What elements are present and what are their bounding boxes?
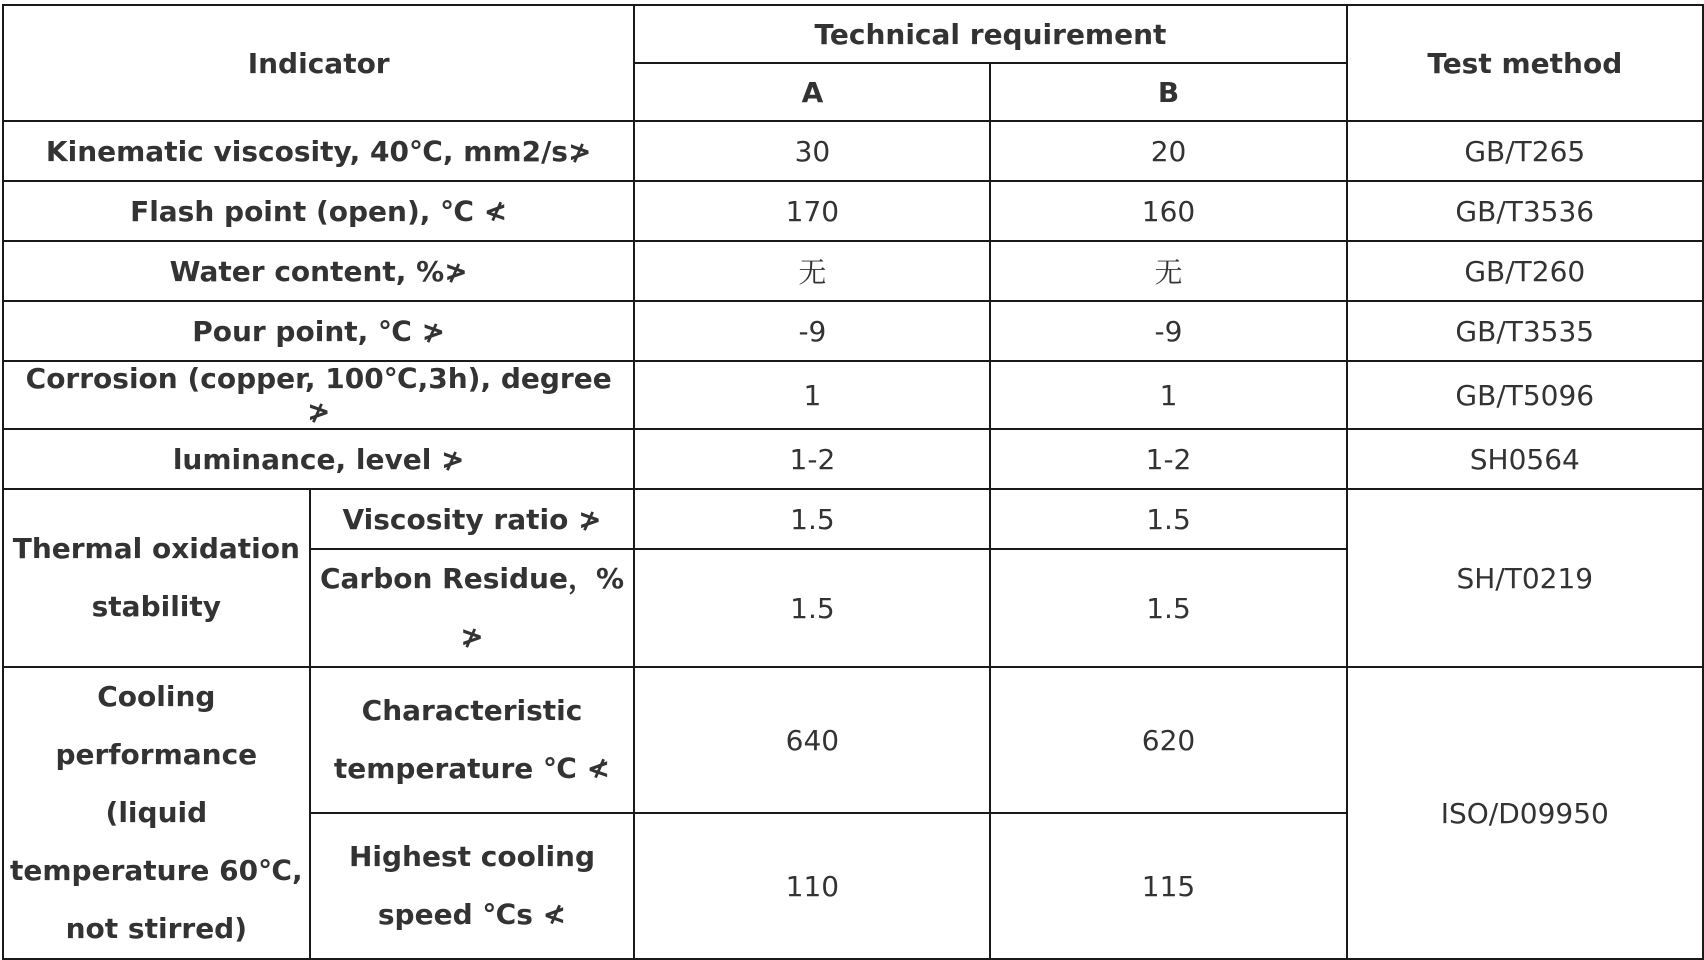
row-value-a: 30: [634, 121, 990, 181]
row-test-method: GB/T260: [1347, 241, 1703, 301]
row-value-a: 170: [634, 181, 990, 241]
row-indicator: luminance, level ≯: [3, 429, 634, 489]
table-row: [3, 121, 1703, 181]
table-row: [3, 361, 1703, 429]
row-test-method: GB/T3535: [1347, 301, 1703, 361]
row-indicator: Corrosion (copper, 100℃,3h), degree ≯: [3, 361, 634, 429]
row-indicator: Characteristic temperature ℃ ≮: [310, 667, 635, 813]
row-test-method: GB/T3536: [1347, 181, 1703, 241]
row-value-a: -9: [634, 301, 990, 361]
row-indicator: Viscosity ratio ≯: [310, 489, 635, 549]
row-value-a: 1: [634, 361, 990, 429]
row-value-a: 1.5: [634, 489, 990, 549]
row-indicator: Pour point, ℃ ≯: [3, 301, 634, 361]
row-value-b: 1-2: [990, 429, 1346, 489]
row-value-a: 1-2: [634, 429, 990, 489]
header-row-1: [3, 5, 1703, 63]
row-indicator: Carbon Residue，% ≯: [310, 549, 635, 667]
row-value-b: 1.5: [990, 489, 1346, 549]
header-test-method: Test method: [1347, 5, 1703, 121]
specification-table: [2, 4, 1704, 960]
table-row: [3, 489, 1703, 549]
header-technical-requirement: Technical requirement: [634, 5, 1346, 63]
row-test-method: GB/T5096: [1347, 361, 1703, 429]
table-row: [3, 429, 1703, 489]
header-col-a: A: [634, 63, 990, 121]
row-value-b: 20: [990, 121, 1346, 181]
row-value-b: 115: [990, 813, 1346, 959]
row-value-b: 1.5: [990, 549, 1346, 667]
table-row: [3, 667, 1703, 813]
row-test-method: SH0564: [1347, 429, 1703, 489]
header-col-b: B: [990, 63, 1346, 121]
row-test-method: GB/T265: [1347, 121, 1703, 181]
header-indicator: Indicator: [3, 5, 634, 121]
row-indicator: Water content, %≯: [3, 241, 634, 301]
row-value-b: 1: [990, 361, 1346, 429]
row-test-method: ISO/D09950: [1347, 667, 1703, 959]
row-value-a: 640: [634, 667, 990, 813]
row-indicator: Kinematic viscosity, 40℃, mm2/s≯: [3, 121, 634, 181]
group-thermal-oxidation-stability: Thermal oxidation stability: [3, 489, 310, 667]
row-value-a: 110: [634, 813, 990, 959]
row-indicator: Flash point (open), ℃ ≮: [3, 181, 634, 241]
row-test-method: SH/T0219: [1347, 489, 1703, 667]
row-value-b: -9: [990, 301, 1346, 361]
row-value-a: 无: [634, 241, 990, 301]
table-row: [3, 181, 1703, 241]
row-value-b: 620: [990, 667, 1346, 813]
row-value-a: 1.5: [634, 549, 990, 667]
table-row: [3, 301, 1703, 361]
group-cooling-performance: Cooling performance (liquid temperature 60℃, not stirred): [3, 667, 310, 959]
row-indicator: Highest cooling speed ℃s ≮: [310, 813, 635, 959]
row-value-b: 无: [990, 241, 1346, 301]
row-value-b: 160: [990, 181, 1346, 241]
table-row: [3, 241, 1703, 301]
